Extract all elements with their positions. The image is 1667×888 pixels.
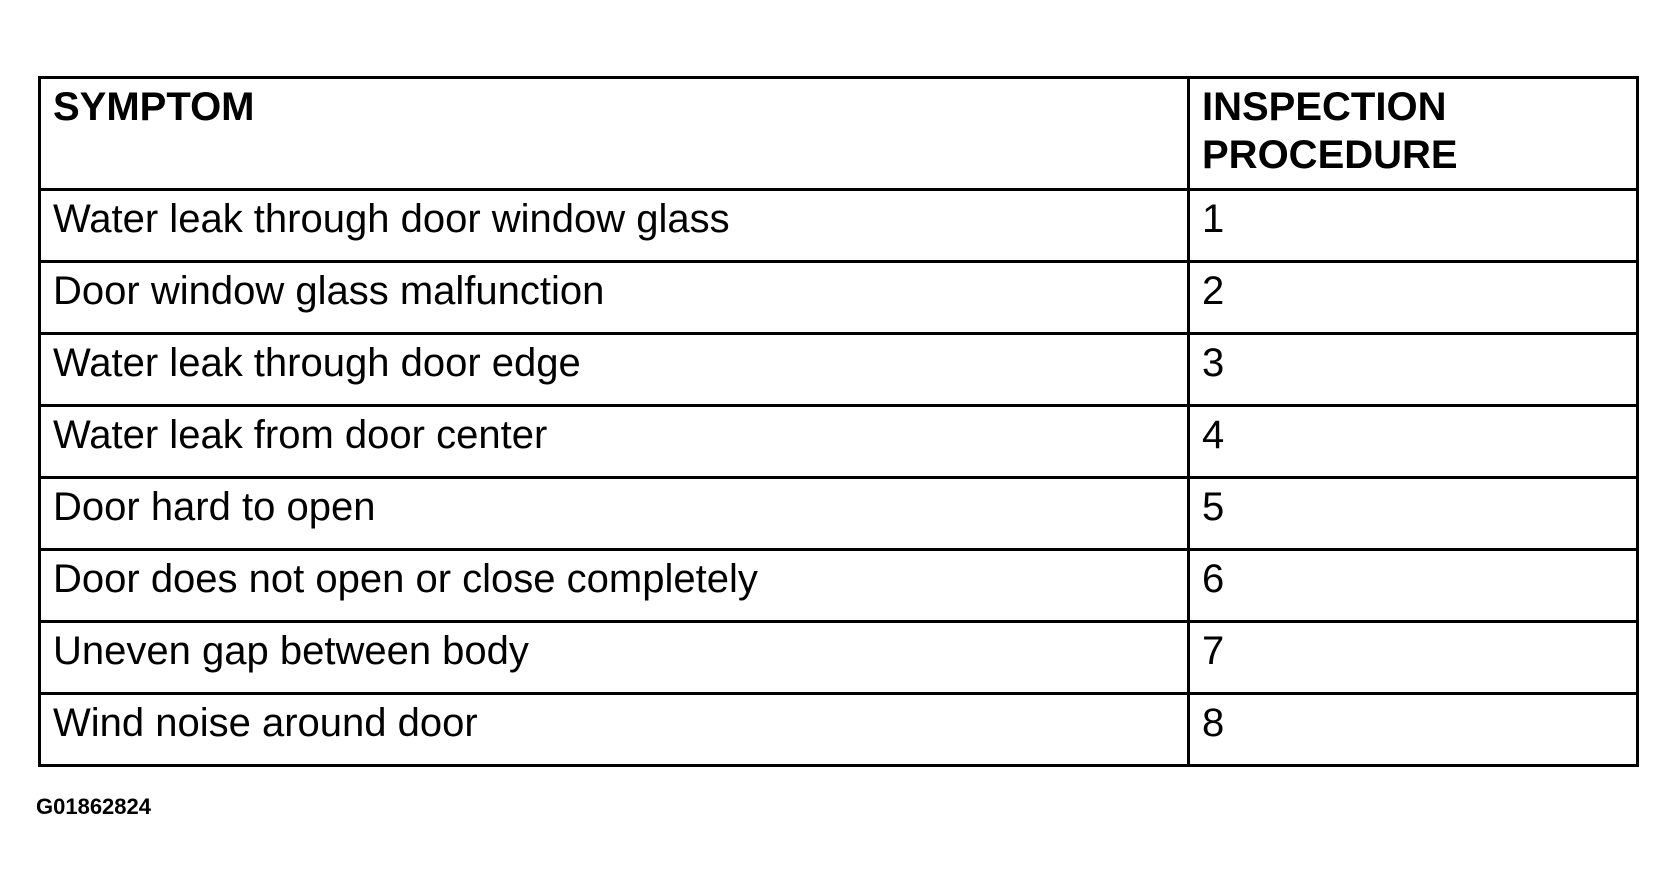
procedure-cell: 3 xyxy=(1189,334,1638,406)
table-row xyxy=(40,694,1638,766)
procedure-cell: 7 xyxy=(1189,622,1638,694)
symptom-table-container xyxy=(38,76,1636,767)
symptom-cell: Water leak through door window glass xyxy=(40,190,1189,262)
procedure-cell: 6 xyxy=(1189,550,1638,622)
table-row xyxy=(40,262,1638,334)
table-row xyxy=(40,478,1638,550)
header-inspection-procedure-line1: INSPECTION xyxy=(1202,85,1447,129)
symptom-cell: Door window glass malfunction xyxy=(40,262,1189,334)
procedure-cell: 1 xyxy=(1189,190,1638,262)
symptom-table xyxy=(38,76,1639,767)
symptom-cell: Water leak from door center xyxy=(40,406,1189,478)
symptom-cell: Water leak through door edge xyxy=(40,334,1189,406)
procedure-cell: 2 xyxy=(1189,262,1638,334)
symptom-cell: Door hard to open xyxy=(40,478,1189,550)
figure-code: G01862824 xyxy=(36,794,151,819)
table-row xyxy=(40,550,1638,622)
table-row xyxy=(40,406,1638,478)
header-inspection-procedure xyxy=(1189,78,1638,190)
table-header-row xyxy=(40,78,1638,190)
procedure-cell: 8 xyxy=(1189,694,1638,766)
symptom-cell: Wind noise around door xyxy=(40,694,1189,766)
table-row xyxy=(40,190,1638,262)
procedure-cell: 4 xyxy=(1189,406,1638,478)
table-row xyxy=(40,622,1638,694)
symptom-cell: Door does not open or close completely xyxy=(40,550,1189,622)
header-inspection-procedure-line2: PROCEDURE xyxy=(1202,133,1458,177)
procedure-cell: 5 xyxy=(1189,478,1638,550)
header-symptom: SYMPTOM xyxy=(40,78,1189,190)
symptom-cell: Uneven gap between body xyxy=(40,622,1189,694)
table-row xyxy=(40,334,1638,406)
